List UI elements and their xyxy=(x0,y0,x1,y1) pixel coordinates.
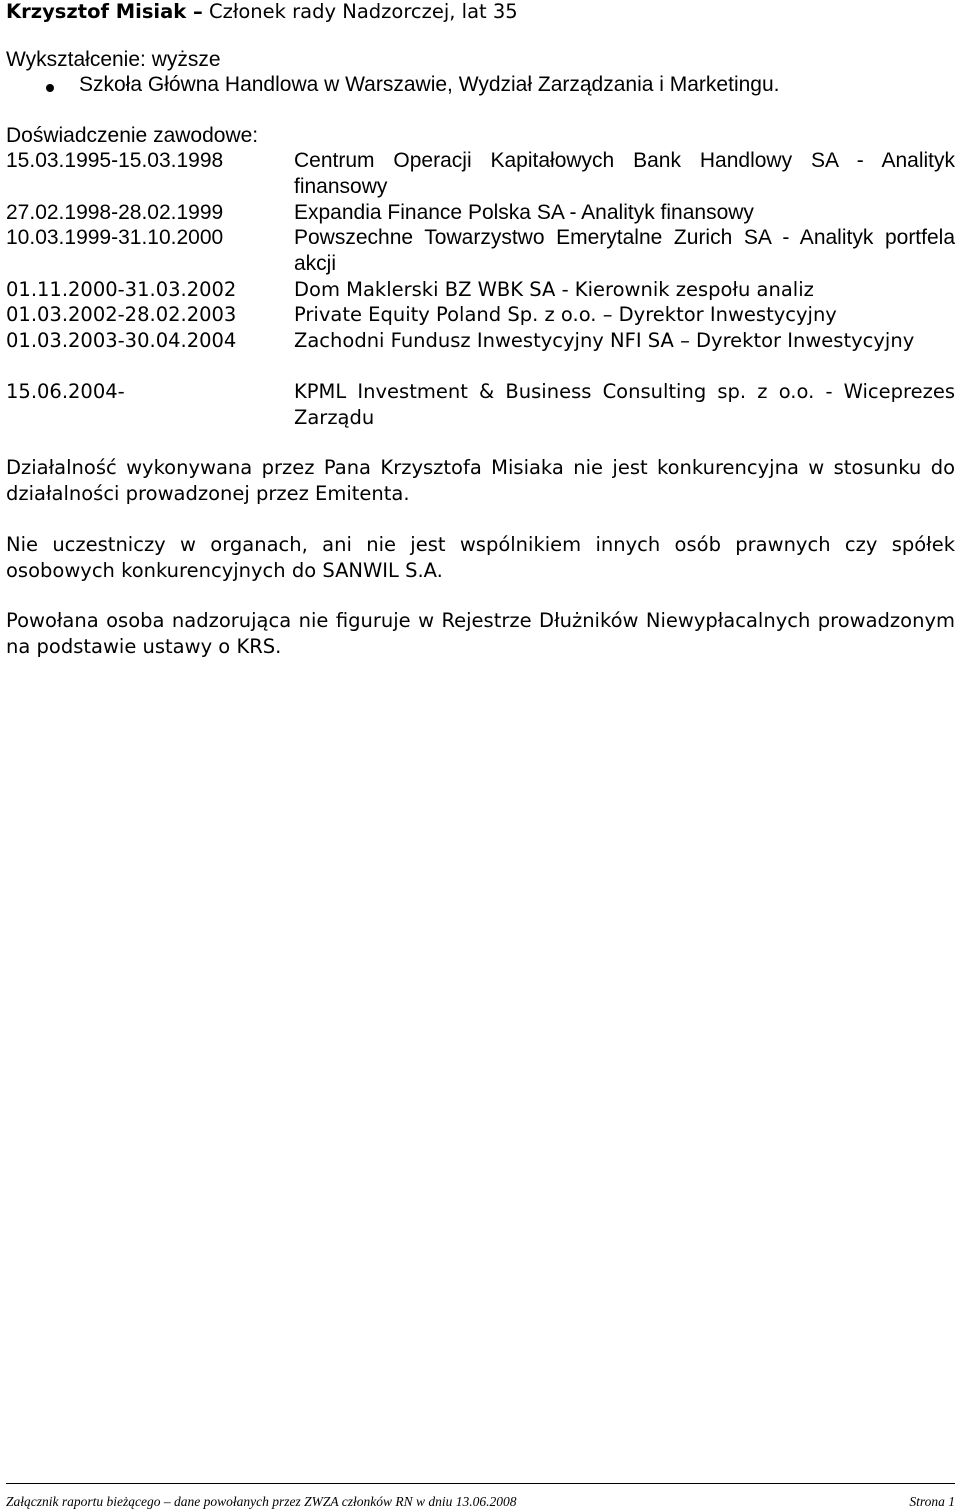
experience-desc: KPML Investment & Business Consulting sp. z o.o. - Wiceprezes Zarządu xyxy=(294,380,955,429)
experience-desc: Dom Maklerski BZ WBK SA - Kierownik zespołu analiz xyxy=(294,278,814,301)
education-title: Wykształcenie: wyższe xyxy=(6,48,221,71)
experience-desc: Centrum Operacji Kapitałowych Bank Handlowy SA - Analityk finansowy xyxy=(294,149,955,198)
page-number: Strona 1 xyxy=(909,1494,955,1509)
page-footer xyxy=(6,1483,955,1509)
experience-desc: Private Equity Poland Sp. z o.o. – Dyrektor Inwestycyjny xyxy=(294,303,837,326)
education-item: Szkoła Główna Handlowa w Warszawie, Wydział Zarządzania i Marketingu. xyxy=(79,73,780,96)
experience-date: 01.03.2003-30.04.2004 xyxy=(6,329,237,352)
footer-caption: Załącznik raportu bieżącego – dane powołanych przez ZWZA członków RN w dniu 13.06.2008 xyxy=(6,1494,517,1509)
experience-desc: Expandia Finance Polska SA - Analityk finansowy xyxy=(294,201,754,224)
experience-date: 01.11.2000-31.03.2002 xyxy=(6,278,237,301)
person-name: Krzysztof Misiak – xyxy=(6,0,203,23)
experience-title: Doświadczenie zawodowe: xyxy=(6,124,259,147)
paragraph: Nie uczestniczy w organach, ani nie jest wspólnikiem innych osób prawnych czy spółek osobowych konkurencyjnych do SANWIL S.A. xyxy=(6,533,955,582)
bullet-icon xyxy=(46,84,54,92)
person-role: Członek rady Nadzorczej, lat 35 xyxy=(202,0,518,23)
paragraph: Powołana osoba nadzorująca nie figuruje w Rejestrze Dłużników Niewypłacalnych prowadzonym na podstawie ustawy o KRS. xyxy=(6,609,955,658)
experience-desc: Powszechne Towarzystwo Emerytalne Zurich SA - Analityk portfela akcji xyxy=(294,226,955,275)
experience-date: 01.03.2002-28.02.2003 xyxy=(6,303,237,326)
experience-date: 15.03.1995-15.03.1998 xyxy=(6,149,224,172)
experience-date: 15.06.2004- xyxy=(6,380,125,403)
paragraph: Działalność wykonywana przez Pana Krzysztofa Misiaka nie jest konkurencyjna w stosunku do działalności prowadzonej przez Emitenta. xyxy=(6,456,955,505)
experience-date: 10.03.1999-31.10.2000 xyxy=(6,226,224,249)
experience-desc: Zachodni Fundusz Inwestycyjny NFI SA – Dyrektor Inwestycyjny xyxy=(294,329,915,352)
experience-date: 27.02.1998-28.02.1999 xyxy=(6,201,224,224)
page-title xyxy=(6,0,518,25)
